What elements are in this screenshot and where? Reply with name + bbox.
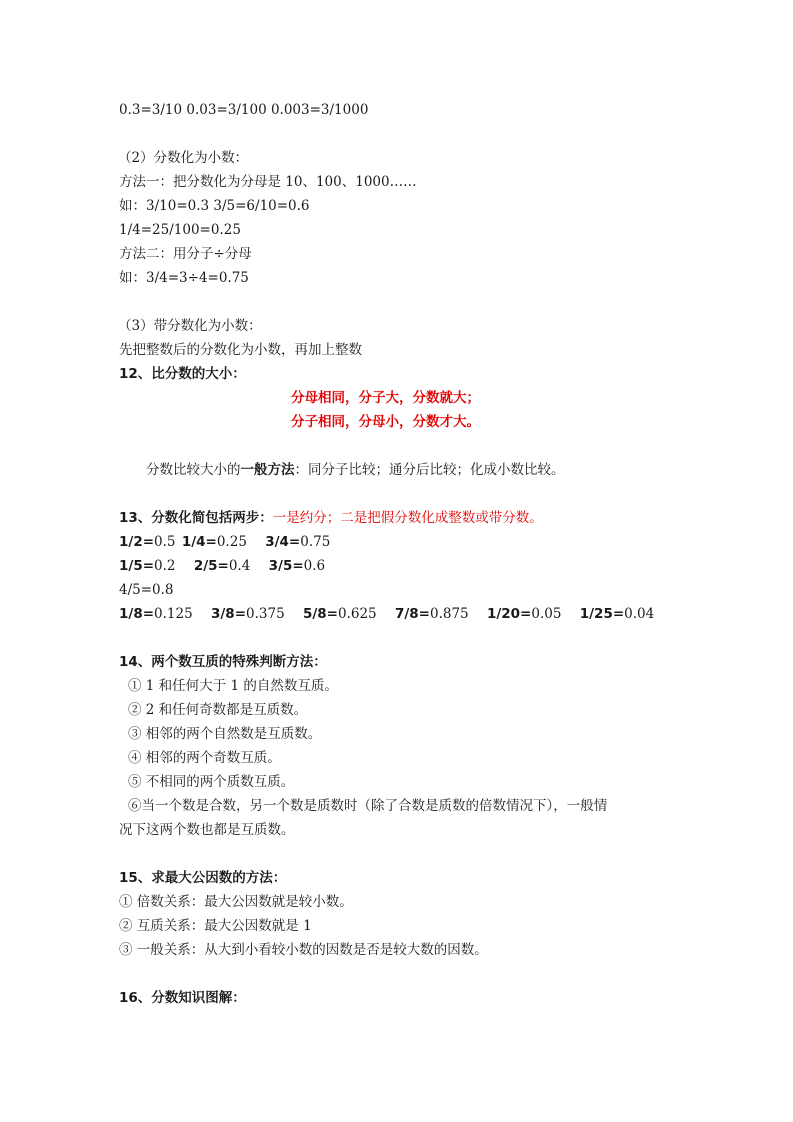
section-3-title: （3）带分数化为小数： [118,318,262,334]
coprime-rule-6-cont: 况下这两个数也都是互质数。 [119,822,295,838]
general-method-prefix: 分数比较大小的 [146,462,241,478]
fraction-item: 5/8=0.625 [302,606,377,622]
heading-16: 16、分数知识图解： [119,990,246,1006]
fraction-item: 3/4=0.75 [265,534,331,550]
heading-13-label: 13、分数化简包括两步： [119,510,273,526]
fraction-row-2 [119,557,325,575]
fraction-item: 3/8=0.375 [210,606,285,622]
decimal-to-fraction-line: 0.3=3/10 0.03=3/100 0.003=3/1000 [119,102,369,118]
heading-13 [119,509,543,527]
fraction-row-plain: 4/5=0.8 [119,582,174,598]
section-2-example-1: 如：3/10=0.3 3/5=6/10=0.6 [119,198,310,214]
gcd-method-1: ① 倍数关系：最大公因数就是较小数。 [119,894,353,910]
fraction-item: 1/4=0.25 [181,534,247,550]
section-2-method-2: 方法二：用分子÷分母 [119,246,252,262]
coprime-rule-3: ③ 相邻的两个自然数是互质数。 [128,726,322,742]
heading-15: 15、求最大公因数的方法： [119,870,287,886]
fraction-item: 7/8=0.875 [394,606,469,622]
fraction-item: 1/5=0.2 [119,558,176,574]
gcd-method-2: ② 互质关系：最大公因数就是 1 [119,918,312,934]
fraction-item: 1/20=0.05 [486,606,562,622]
general-method-suffix: ：同分子比较；通分后比较；化成小数比较。 [294,462,565,478]
rule-same-numerator: 分子相同，分母小，分数才大。 [291,414,480,430]
fraction-item: 1/25=0.04 [579,606,655,622]
coprime-rule-5: ⑤ 不相同的两个质数互质。 [128,774,295,790]
fraction-row-1 [119,533,330,551]
section-2-method-1: 方法一：把分数化为分母是 10、100、1000…… [119,174,417,190]
coprime-rule-4: ④ 相邻的两个奇数互质。 [128,750,281,766]
section-2-example-3: 如：3/4=3÷4=0.75 [119,270,249,286]
heading-12: 12、比分数的大小： [119,366,246,382]
fraction-item: 1/8=0.125 [119,606,193,622]
coprime-rule-6: ⑥当一个数是合数，另一个数是质数时（除了合数是质数的倍数情况下），一般情 [128,798,608,814]
section-2-title: （2）分数化为小数： [118,150,249,166]
heading-14: 14、两个数互质的特殊判断方法： [119,654,327,670]
fraction-item: 3/5=0.6 [268,558,326,574]
heading-13-red-text: 一是约分；二是把假分数化成整数或带分数。 [272,510,543,526]
coprime-rule-1: ① 1 和任何大于 1 的自然数互质。 [128,678,338,694]
fraction-item: 2/5=0.4 [193,558,251,574]
general-method-line [146,461,565,479]
section-3-text: 先把整数后的分数化为小数，再加上整数 [119,342,362,358]
fraction-row-3 [119,605,654,623]
gcd-method-3: ③ 一般关系：从大到小看较小数的因数是否是较大数的因数。 [119,942,488,958]
general-method-bold: 一般方法 [240,462,295,478]
coprime-rule-2: ② 2 和任何奇数都是互质数。 [128,702,308,718]
fraction-item: 1/2=0.5 [119,534,176,550]
section-2-example-2: 1/4=25/100=0.25 [119,222,241,238]
rule-same-denominator: 分母相同，分子大，分数就大； [291,390,480,406]
